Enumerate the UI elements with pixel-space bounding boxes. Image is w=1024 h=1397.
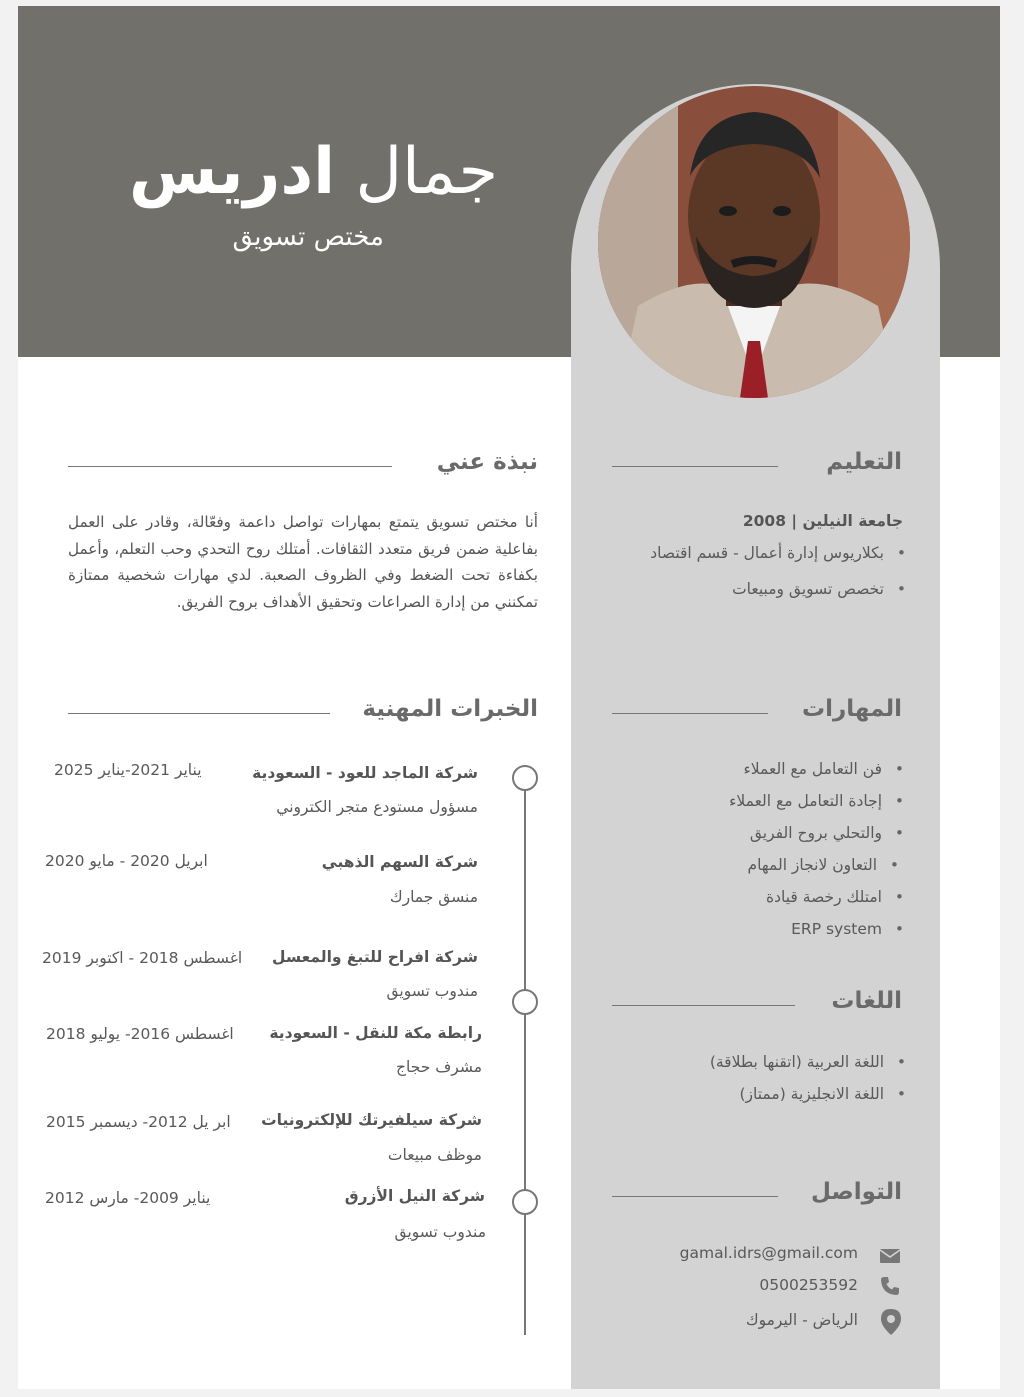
experience-company: شركة افراح للتبغ والمعسل (272, 948, 478, 966)
skill-item: ERP system • (791, 920, 882, 938)
about-heading: نبذة عني (436, 449, 538, 475)
skills-heading: المهارات (802, 696, 902, 722)
experience-company: شركة الماجد للعود - السعودية (252, 764, 478, 782)
experience-role: موظف مبيعات (387, 1146, 482, 1164)
skill-item: امتلك رخصة قيادة • (766, 888, 882, 906)
graduation-year: 2008 (742, 512, 786, 530)
experience-date: اغسطس 2018 - اكتوبر 2019 (42, 949, 243, 967)
experience-heading: الخبرات المهنية (362, 696, 538, 722)
job-title: مختص تسويق (232, 222, 384, 252)
experience-company: شركة النيل الأزرق (344, 1187, 485, 1205)
experience-role: منسق جمارك (389, 888, 478, 906)
skill-item: فن التعامل مع العملاء • (744, 760, 883, 778)
university-name: جامعة النيلين (802, 512, 903, 530)
contact-phone[interactable]: 0500253592 (759, 1276, 858, 1294)
experience-divider (68, 713, 330, 714)
experience-role: مسؤول مستودع متجر الكتروني (276, 798, 478, 816)
experience-date: ابريل 2020 - مايو 2020 (45, 852, 208, 870)
skills-divider (612, 713, 768, 714)
first-name: جمال (355, 135, 498, 209)
experience-company: شركة سيلفيرتك للإلكترونيات (261, 1111, 482, 1129)
education-divider (612, 466, 778, 467)
timeline-node (512, 765, 538, 791)
timeline-node (512, 1189, 538, 1215)
about-divider (68, 466, 392, 467)
skill-item: التعاون لانجاز المهام • (748, 856, 877, 874)
experience-date: يناير 2021-يناير 2025 (54, 761, 202, 779)
education-item: بكلاريوس إدارة أعمال - قسم اقتصاد • (650, 544, 884, 562)
resume-page (18, 6, 1000, 1389)
contact-divider (612, 1196, 778, 1197)
education-heading: التعليم (826, 449, 902, 475)
contact-address: الرياض - اليرموك (745, 1311, 858, 1329)
experience-date: ابر يل 2012- ديسمبر 2015 (46, 1113, 231, 1131)
experience-company: رابطة مكة للنقل - السعودية (269, 1024, 482, 1042)
experience-role: مندوب تسويق (386, 982, 478, 1000)
location-pin-icon (880, 1308, 902, 1336)
email-icon (879, 1248, 901, 1264)
experience-role: مندوب تسويق (394, 1223, 486, 1241)
phone-icon (880, 1276, 900, 1296)
skill-item: إجادة التعامل مع العملاء • (729, 792, 882, 810)
contact-email[interactable]: gamal.idrs@gmail.com (679, 1244, 858, 1262)
languages-heading: اللغات (831, 988, 902, 1014)
education-item: تخصص تسويق ومبيعات • (732, 580, 884, 598)
person-name (78, 134, 498, 210)
education-university: جامعة النيلين | 2008 (742, 512, 903, 530)
contact-heading: التواصل (811, 1179, 902, 1205)
timeline-node (512, 989, 538, 1015)
experience-date: يناير 2009- مارس 2012 (45, 1189, 211, 1207)
experience-date: اغسطس 2016- يوليو 2018 (46, 1025, 234, 1043)
experience-role: مشرف حجاج (396, 1058, 482, 1076)
language-item: اللغة العربية (اتقنها بطلاقة) • (710, 1053, 884, 1071)
profile-photo (598, 86, 910, 398)
last-name: ادريس (128, 135, 336, 209)
about-text: أنا مختص تسويق يتمتع بمهارات تواصل داعمة وفعّالة، وقادر على العمل بفاعلية ضمن فريق متعدد الثقافات. أمتلك روح التحدي وحب التعلم، وأعمل بكفاءة تحت الضغط وفي الظروف الصعبة. لدي مهارات شخصية ممتازة تمكنني من إدارة الصراعات وتحقيق الأهداف بروح الفريق. (68, 513, 538, 611)
skill-item: والتحلي بروح الفريق • (750, 824, 882, 842)
experience-company: شركة السهم الذهبي (321, 853, 478, 871)
timeline-line (524, 777, 526, 1335)
languages-divider (612, 1005, 795, 1006)
language-item: اللغة الانجليزية (ممتاز) • (740, 1085, 885, 1103)
